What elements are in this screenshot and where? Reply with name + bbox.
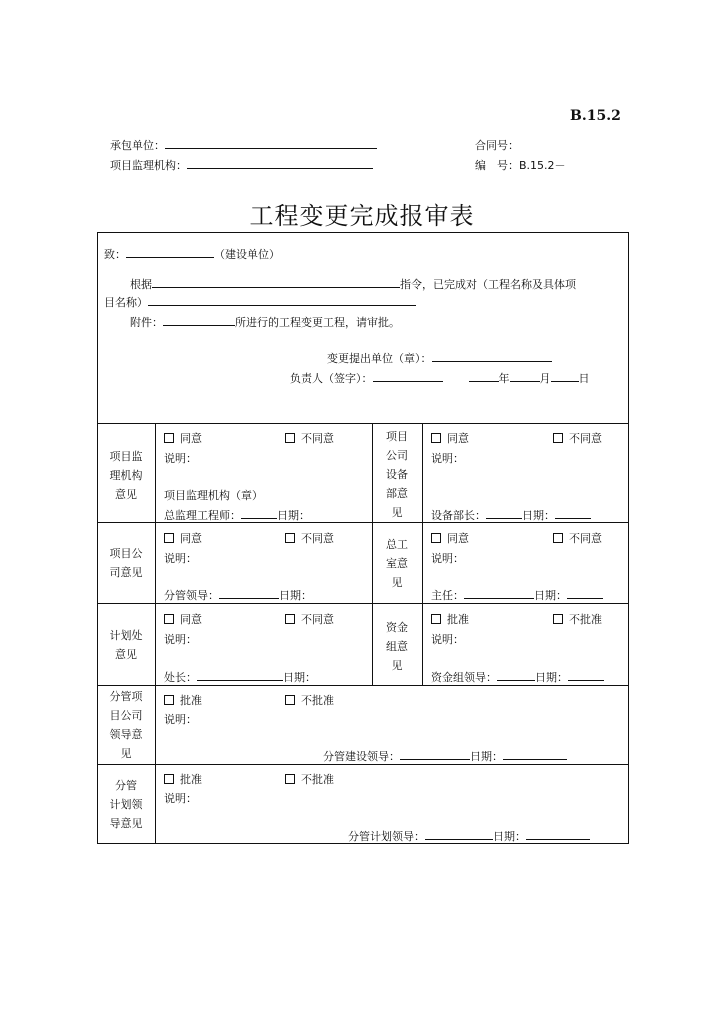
row1-left-disagree-checkbox[interactable]: [285, 433, 295, 443]
basis-cont-line: [104, 294, 416, 310]
month-label: 月: [539, 372, 551, 385]
year-input[interactable]: [469, 371, 499, 382]
basis-prefix: 根据: [130, 278, 152, 291]
proposer-label: 变更提出单位（章）：: [327, 352, 432, 365]
attachment-input[interactable]: [163, 315, 235, 326]
row1-left-note: 说明：: [164, 452, 197, 465]
row4-label: 分管项 目公司 领导意 见: [109, 690, 143, 760]
month-input[interactable]: [510, 371, 540, 382]
attachment-line: [130, 314, 400, 330]
row2-left-sign: 分管领导： 日期：: [164, 589, 312, 602]
person-label: 负责人（签字）：: [290, 372, 373, 385]
row1-right-date-input[interactable]: [555, 508, 591, 519]
contract-no-label: 合同号：: [475, 139, 519, 152]
row1-right-label: 项目 公司 设备 部意 见: [386, 430, 408, 519]
row3-right-sign: 资金组领导： 日期：: [431, 669, 604, 685]
contractor-field: [110, 137, 377, 153]
row4-date-input[interactable]: [503, 749, 567, 760]
row5-sign: 分管计划领导： 日期：: [348, 828, 590, 844]
row4-reject-checkbox[interactable]: [285, 695, 295, 705]
serial-label: 编 号：B.15.2－: [475, 159, 566, 172]
row2-right-date-input[interactable]: [567, 588, 603, 599]
supervisor-label: 项目监理机构：: [110, 159, 187, 172]
director-input[interactable]: [464, 588, 534, 599]
row3-right-note: 说明：: [431, 633, 464, 646]
attach-prefix: 附件：: [130, 316, 163, 329]
row5-approve-checkbox[interactable]: [164, 774, 174, 784]
construction-leader-input[interactable]: [400, 749, 470, 760]
row1-left-sign: 总监理工程师： 日期：: [164, 509, 310, 522]
row2-right-disagree-checkbox[interactable]: [553, 533, 563, 543]
to-line: [104, 246, 280, 262]
row2-right-label: 总工 室意 见: [386, 538, 408, 589]
row1-left-label: 项目监 理机构 意见: [109, 450, 143, 501]
row1-right-sign: 设备部长： 日期：: [431, 507, 591, 523]
supervisor-input[interactable]: [187, 158, 373, 169]
proposer-line: [327, 350, 552, 366]
day-input[interactable]: [551, 371, 579, 382]
form-code: B.15.2: [570, 108, 621, 124]
to-input[interactable]: [126, 247, 214, 258]
row4-approve-checkbox[interactable]: [164, 695, 174, 705]
row5-label: 分管 计划领 导意见: [109, 779, 143, 830]
row1-left-agree-checkbox[interactable]: [164, 433, 174, 443]
basis-cont: 目名称）: [104, 296, 148, 309]
to-suffix: （建设单位）: [214, 248, 280, 261]
row3-left-label: 计划处 意见: [109, 629, 143, 661]
row2-right-note: 说明：: [431, 552, 464, 565]
person-input[interactable]: [373, 371, 443, 382]
proposer-input[interactable]: [432, 351, 552, 362]
row3-right-label: 资金 组意 见: [386, 621, 408, 672]
person-line: [290, 370, 590, 386]
fund-leader-input[interactable]: [497, 670, 535, 681]
supervisor-field: [110, 157, 373, 173]
plan-leader-input[interactable]: [425, 829, 493, 840]
row2-leader-input[interactable]: [219, 588, 279, 599]
contractor-input[interactable]: [165, 138, 377, 149]
chief-engineer-input[interactable]: [241, 508, 277, 519]
row4-sign: 分管建设领导： 日期：: [323, 748, 567, 764]
row3-right-reject-checkbox[interactable]: [553, 614, 563, 624]
row4-note: 说明：: [164, 713, 197, 726]
row5-date-input[interactable]: [526, 829, 590, 840]
row2-right-sign: 主任： 日期：: [431, 587, 603, 603]
equipment-head-input[interactable]: [486, 508, 522, 519]
row3-left-agree-checkbox[interactable]: [164, 614, 174, 624]
day-label: 日: [578, 372, 590, 385]
basis-input[interactable]: [152, 277, 400, 288]
row2-left-agree-checkbox[interactable]: [164, 533, 174, 543]
row3-left-note: 说明：: [164, 633, 197, 646]
row2-right-agree-checkbox[interactable]: [431, 533, 441, 543]
row2-left-disagree-checkbox[interactable]: [285, 533, 295, 543]
project-name-input[interactable]: [148, 295, 416, 306]
row3-right-date-input[interactable]: [568, 670, 604, 681]
basis-mid: 指令，已完成对（工程名称及具体项: [400, 278, 576, 291]
serial-field: [475, 157, 566, 173]
row5-note: 说明：: [164, 792, 197, 805]
row1-left-seal: 项目监理机构（章）: [164, 489, 263, 502]
row5-reject-checkbox[interactable]: [285, 774, 295, 784]
row2-left-label: 项目公 司意见: [109, 547, 143, 579]
attach-suffix: 所进行的工程变更工程，请审批。: [235, 316, 400, 329]
row1-right-disagree-checkbox[interactable]: [553, 433, 563, 443]
row1-right-note: 说明：: [431, 452, 464, 465]
row3-left-sign: 处长： 日期：: [164, 671, 316, 684]
section-chief-input[interactable]: [197, 670, 283, 681]
form-title: 工程变更完成报审表: [249, 202, 475, 230]
basis-line: [130, 276, 576, 292]
row3-left-disagree-checkbox[interactable]: [285, 614, 295, 624]
row2-left-note: 说明：: [164, 552, 197, 565]
row1-right-agree-checkbox[interactable]: [431, 433, 441, 443]
contractor-label: 承包单位：: [110, 139, 165, 152]
to-label: 致：: [104, 248, 126, 261]
contract-no-field: [475, 137, 519, 153]
row3-right-approve-checkbox[interactable]: [431, 614, 441, 624]
year-label: 年: [498, 372, 510, 385]
